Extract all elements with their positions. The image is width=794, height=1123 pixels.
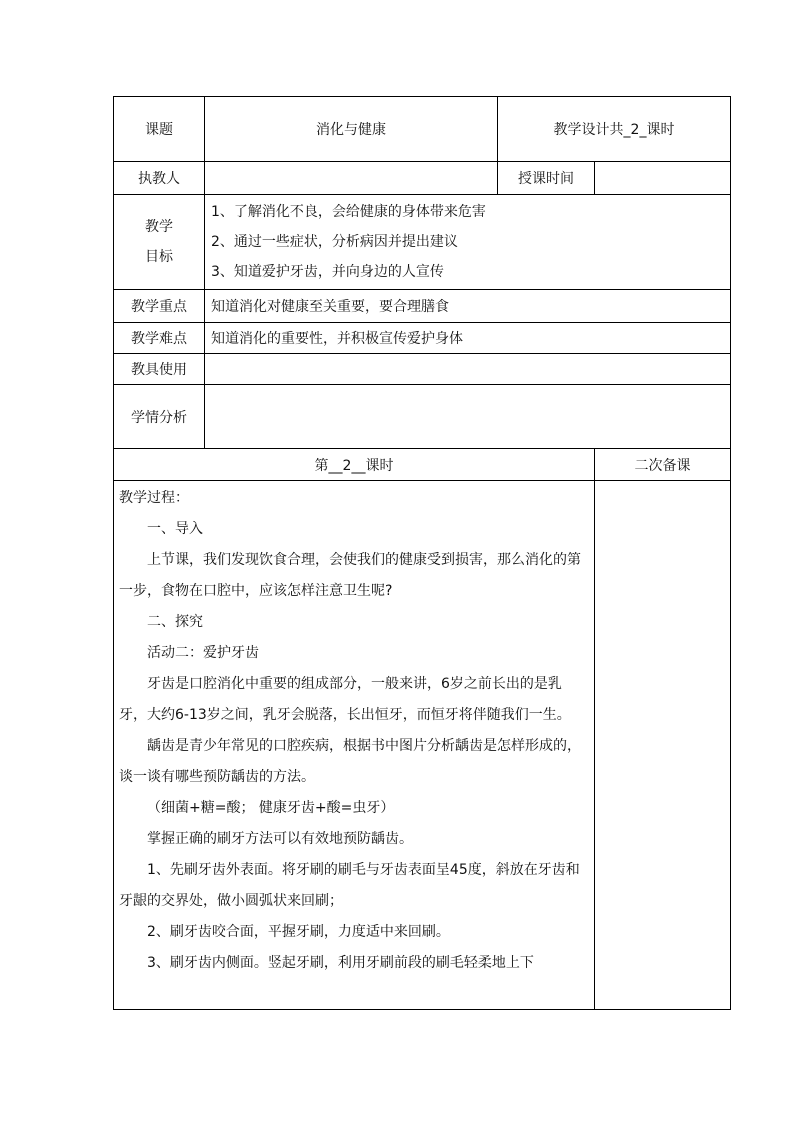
process-paragraph: 2、刷牙齿咬合面，平握牙刷，力度适中来回刷。: [147, 924, 450, 940]
row-divider: [114, 194, 730, 195]
goals-label-line: 目标: [145, 249, 173, 265]
process-paragraph: 活动二：爱护牙齿: [147, 645, 259, 661]
goal-item: 3、知道爱护牙齿，并向身边的人宣传: [211, 264, 444, 280]
process-paragraph: 牙齿是口腔消化中重要的组成部分，一般来讲，6岁之前长出的是乳牙，大约6-13岁之间，乳牙会脱落，长出恒牙，而恒牙将伴随我们一生。: [119, 676, 571, 723]
tools-value: [205, 354, 730, 384]
lesson-title: 第__2__课时: [314, 457, 394, 474]
process-paragraph: 掌握正确的刷牙方法可以有效地预防龋齿。: [147, 831, 413, 847]
teacher-value: [205, 162, 497, 194]
analysis-value: [205, 385, 730, 448]
teacher-label: 执教人: [138, 171, 180, 187]
design-total: 教学设计共_2_课时: [553, 122, 675, 138]
process-paragraph: 1、先刷牙齿外表面。将牙刷的刷毛与牙齿表面呈45度，斜放在牙齿和牙龈的交界处，做小圆弧状来回刷；: [119, 862, 580, 909]
analysis-label: 学情分析: [131, 409, 187, 426]
time-value: [595, 162, 730, 194]
difficulty-label: 教学难点: [131, 331, 187, 347]
process-heading: 教学过程：: [119, 490, 189, 506]
goals-label: [114, 195, 204, 289]
tools-label: 教具使用: [131, 362, 187, 378]
secondary-prep-label: 二次备课: [634, 457, 691, 474]
lesson-plan-table: [113, 96, 731, 1010]
time-label: 授课时间: [518, 171, 574, 187]
goals-label-line: 教学: [145, 219, 173, 235]
process-paragraph: 二、探究: [147, 614, 203, 630]
process-paragraph: 3、刷牙齿内侧面。竖起牙刷，利用牙刷前段的刷毛轻柔地上下: [147, 955, 534, 971]
goals-list: [211, 197, 591, 289]
goal-item: 1、了解消化不良，会给健康的身体带来危害: [211, 204, 486, 220]
key-point-label: 教学重点: [131, 299, 187, 315]
difficulty-value: 知道消化的重要性，并积极宣传爱护身体: [211, 331, 463, 347]
goal-item: 2、通过一些症状，分析病因并提出建议: [211, 234, 458, 250]
process-paragraph: （细菌+糖=酸； 健康牙齿+酸=虫牙）: [147, 800, 395, 816]
process-paragraph: 龋齿是青少年常见的口腔疾病，根据书中图片分析龋齿是怎样形成的，谈一谈有哪些预防龋齿的方法。: [119, 738, 581, 785]
secondary-prep-area: [595, 481, 730, 1009]
process-paragraph: 上节课，我们发现饮食合理，会使我们的健康受到损害，那么消化的第一步，食物在口腔中，应该怎样注意卫生呢?: [119, 552, 581, 599]
topic-value: 消化与健康: [316, 122, 386, 138]
key-point-value: 知道消化对健康至关重要，要合理膳食: [211, 299, 449, 315]
topic-label: 课题: [145, 122, 173, 138]
teaching-process: [119, 483, 589, 1007]
process-paragraph: 一、导入: [147, 521, 203, 537]
